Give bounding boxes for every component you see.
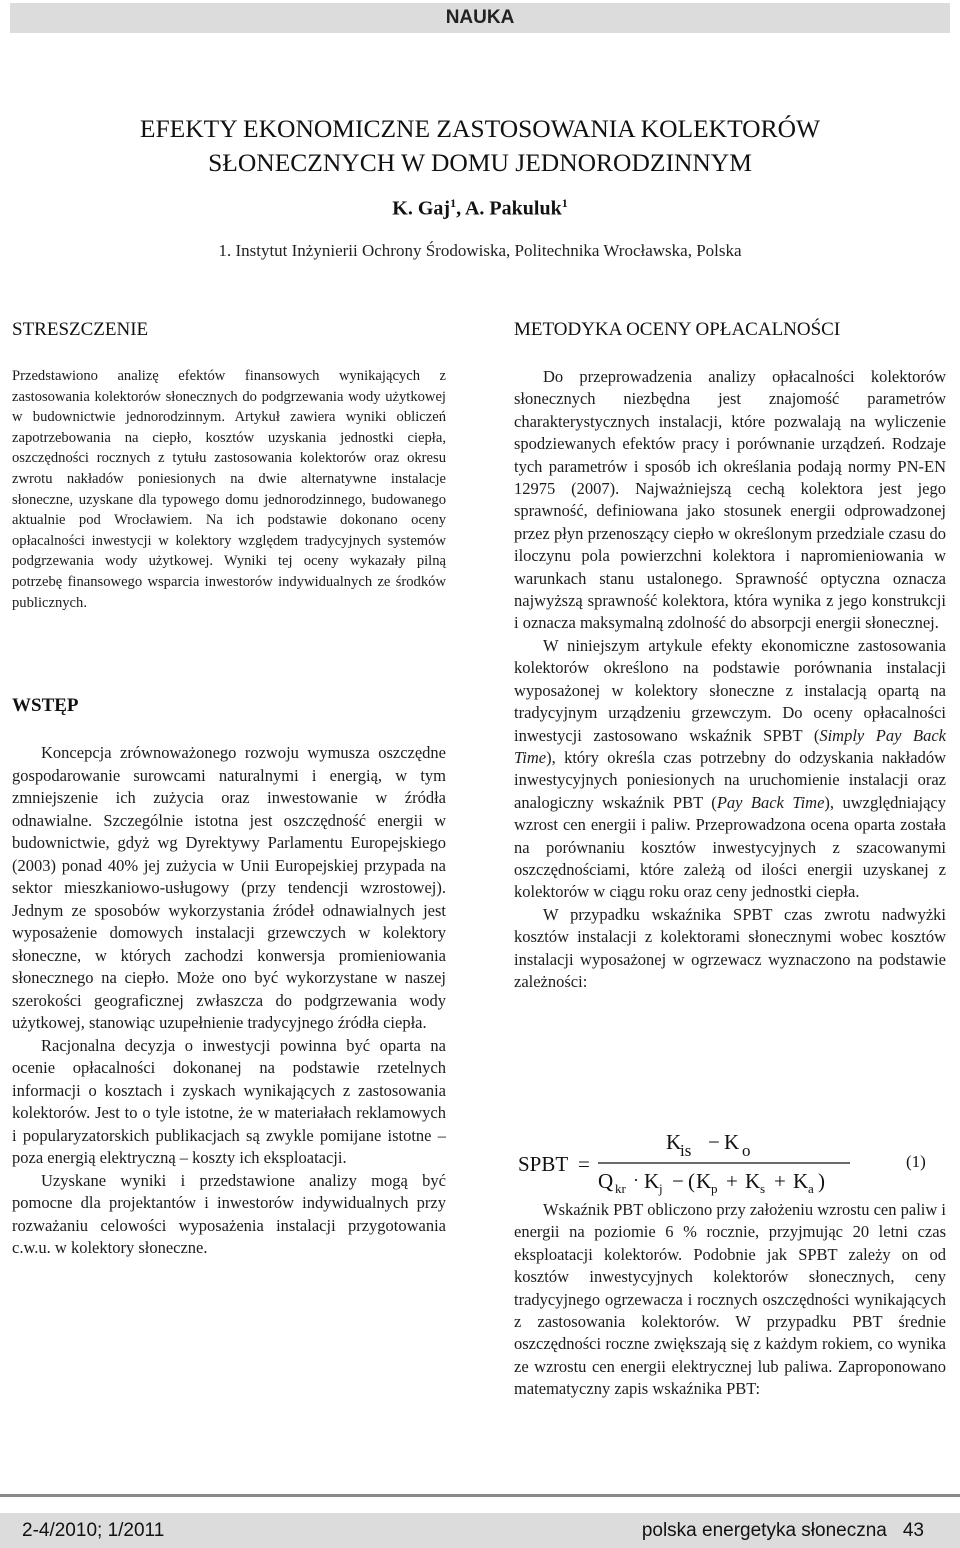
formula-lhs: SPBT xyxy=(518,1152,569,1176)
author-separator: , xyxy=(456,197,465,220)
formula-equals: = xyxy=(578,1152,590,1176)
method-body-continued xyxy=(514,1199,946,1401)
method-paragraph-2-part-b: ), który określa czas potrzebny do odzyskania nakładów inwestycyjnych poniesionych na uruchomienie instalacji oraz analogiczny wskaźnik PBT ( xyxy=(514,747,946,812)
method-paragraph-3: W przypadku wskaźnika SPBT czas zwrotu nadwyżki kosztów instalacji z kolektorami słonecznymi wobec kosztów instalacji wyposażonej w ogrzewacz wyznaczono na podstawie zależności: xyxy=(514,904,946,991)
formula-den-kp: K xyxy=(696,1169,712,1193)
formula-den-open-paren: ( xyxy=(688,1169,695,1193)
formula-den-ka-sub: a xyxy=(808,1181,814,1196)
footer-issue: 2-4/2010; 1/2011 xyxy=(22,1520,165,1541)
formula-plus-2: + xyxy=(774,1169,786,1193)
author-1-affiliation-mark: 1 xyxy=(450,196,457,210)
formula-den-kp-sub: p xyxy=(711,1181,718,1196)
formula-num-k-sub: is xyxy=(680,1141,692,1160)
formula-num-k: K xyxy=(666,1130,682,1154)
formula-den-ks-sub: s xyxy=(760,1181,766,1196)
abstract-text: Przedstawiono analizę efektów finansowych wynikających z zastosowania kolektorów słonecznych do podgrzewania wody użytkowej w budownictwie jednorodzinnym. Artykuł zawiera wyniki obliczeń zapotrzebowania na ciepło, kosztów uzyskania jednostki ciepła, oszczędności rocznych z tytułu zastosowania kolektorów oraz okresu zwrotu nakładów poniesionych na dwie alternatywne instalacje słoneczne, uzyskane dla typowego domu jednorodzinnego, budowanego aktualnie pod Wrocławiem. Na ich podstawie dokonano oceny opłacalności inwestycji w kolektory względem tradycyjnych systemów podgrzewania wody użytkowej. Wyniki tej oceny wykazały pilną potrzebę finansowego wsparcia inwestorów indywidualnych ze środków publicznych. xyxy=(12,368,446,611)
formula-den-q-sub: kr xyxy=(615,1181,626,1196)
page-number: 43 xyxy=(902,1520,924,1541)
intro-heading: WSTĘP xyxy=(12,695,79,716)
article-title-line-1: EFEKTY EKONOMICZNE ZASTOSOWANIA KOLEKTORÓW xyxy=(139,114,821,143)
formula-den-minus: − xyxy=(672,1169,684,1193)
formula-spbt xyxy=(514,1125,946,1203)
article-title-line-2: SŁONECZNYCH W DOMU JEDNORODZINNYM xyxy=(208,148,752,177)
affiliation xyxy=(0,241,960,261)
footer-journal: polska energetyka słoneczna xyxy=(641,1520,887,1541)
section-label: NAUKA xyxy=(445,7,515,28)
affiliation-number: 1. xyxy=(218,241,232,260)
formula-den-k-sub: j xyxy=(659,1181,663,1196)
article-title xyxy=(0,112,960,180)
intro-paragraph-1: Koncepcja zrównoważonego rozwoju wymusza oszczędne gospodarowanie surowcami naturalnymi i energią, w tym zmniejszenie ich zużycia oraz inwestowanie w źródła odnawialne. Szczególnie istotna jest oszczędność energii w budownictwie, gdyż wg Dyrektywy Parlamentu Europejskiego (2003) ponad 40% jej zużycia w Unii Europejskiej przypada na sektor mieszkaniowo-usługowy (przy tendencji wzrostowej). Jednym ze sposobów wykorzystania źródeł odnawialnych jest wyposażenie domowych instalacji grzewczych w kolektory słoneczne, w których zachodzi konwersja promieniowania słonecznego na ciepło. Może ono być wykorzystane w naszej szerokości geograficznej zwłaszcza do podgrzewania wody użytkowej, stanowiąc uzupełnienie tradycyjnego źródła ciepła. xyxy=(12,743,446,1032)
formula-den-dot: · xyxy=(633,1170,639,1190)
abstract-heading: STRESZCZENIE xyxy=(12,319,149,340)
spbt-term: Simply Pay Back Time xyxy=(514,725,946,767)
author-2: A. Pakuluk xyxy=(464,197,562,220)
authors xyxy=(0,196,960,221)
formula-num-minus: − xyxy=(708,1130,720,1154)
formula-den-k: K xyxy=(644,1169,660,1193)
section-header xyxy=(10,3,950,33)
intro-body xyxy=(12,742,446,1260)
formula-plus-1: + xyxy=(726,1169,738,1193)
formula-num-k0: K xyxy=(724,1130,740,1154)
author-2-affiliation-mark: 1 xyxy=(561,196,568,210)
formula-den-close-paren: ) xyxy=(818,1169,825,1193)
affiliation-text: Instytut Inżynierii Ochrony Środowiska, Politechnika Wrocławska, Polska xyxy=(235,241,742,260)
formula-den-ks: K xyxy=(745,1169,761,1193)
method-paragraph-4: Wskaźnik PBT obliczono przy założeniu wzrostu cen paliw i energii na poziomie 6 % rocznie, przyjmując 20 letni czas eksploatacji kolektorów. Podobnie jak SPBT zależy on od kosztów inwestycyjnych kolektorów słonecznych, ceny tradycyjnego ogrzewacza i rocznych oszczędności wynikających z zastosowania kolektorów. W przypadku PBT średnie oszczędności roczne zwiększają się z każdym rokiem, co wynika ze wzrostu cen energii elektrycznej lub paliwa. Zaproponowano matematyczny zapis wskaźnika PBT: xyxy=(514,1200,946,1399)
method-paragraph-2-part-c: ), uwzględniający wzrost cen energii i paliw. Przeprowadzona ocena oparta została na porównaniu kosztów inwestycyjnych z szacowanymi oszczędnościami, które zależą od ilości energii uzyskanej z kolektorów w ciągu roku oraz ceny jednostki ciepła. xyxy=(514,792,946,902)
method-paragraph-2 xyxy=(514,635,946,904)
method-paragraph-1: Do przeprowadzenia analizy opłacalności kolektorów słonecznych niezbędna jest znajomość parametrów charakterystycznych instalacji, które pozwalają na wyliczenie spodziewanych efektów pracy i porównanie urządzeń. Rodzaje tych parametrów i sposób ich określania podają normy PN-EN 12975 (2007). Najważniejszą cechą kolektora jest jego sprawność, definiowana jako stosunek energii odprowadzonej przez płyn przenoszący ciepło w określonym przedziale czasu do iloczynu pola powierzchni kolektora i napromieniowania w warunkach stanu ustalonego. Sprawność optyczna oznacza najwyższą sprawność kolektora, która wynika z jego konstrukcji i oznacza maksymalną zdolność do absorpcji energii słonecznej. xyxy=(514,367,946,633)
formula-den-q: Q xyxy=(598,1169,614,1193)
method-paragraph-2-part-a: W niniejszym artykule efekty ekonomiczne zastosowania kolektorów określono na podstawie porównania instalacji wyposażonej w kolektory słoneczne z instalacją opartą na tradycyjnym urządzeniu grzewczym. Do oceny opłacalności inwestycji zastosowano wskaźnik SPBT ( xyxy=(514,635,946,745)
footer-divider xyxy=(0,1494,960,1497)
pbt-term: Pay Back Time xyxy=(716,792,825,812)
intro-paragraph-3: Uzyskane wyniki i przedstawione analizy mogą być pomocne dla projektantów i inwestorów indywidualnych przy rozważaniu celowości wyposażenia instalacji przygotowania c.w.u. w kolektory słoneczne. xyxy=(12,1170,446,1257)
method-body xyxy=(514,366,946,993)
formula-num-k0-sub: o xyxy=(742,1141,751,1160)
author-1: K. Gaj xyxy=(392,197,451,220)
intro-paragraph-2: Racjonalna decyzja o inwestycji powinna być oparta na ocenie opłacalności dokonanej na podstawie rzetelnych informacji o kosztach i zyskach wynikających z zastosowania kolektorów. Jest to o tyle istotne, że w materiałach reklamowych i popularyzatorskich publikacjach są zwykle pomijane istotne – poza energią elektryczną – koszty ich eksploatacji. xyxy=(12,1035,446,1167)
footer-journal-block xyxy=(642,1513,924,1548)
method-heading: METODYKA OCENY OPŁACALNOŚCI xyxy=(514,319,841,340)
formula-den-ka: K xyxy=(793,1169,809,1193)
formula-number: (1) xyxy=(906,1152,926,1171)
